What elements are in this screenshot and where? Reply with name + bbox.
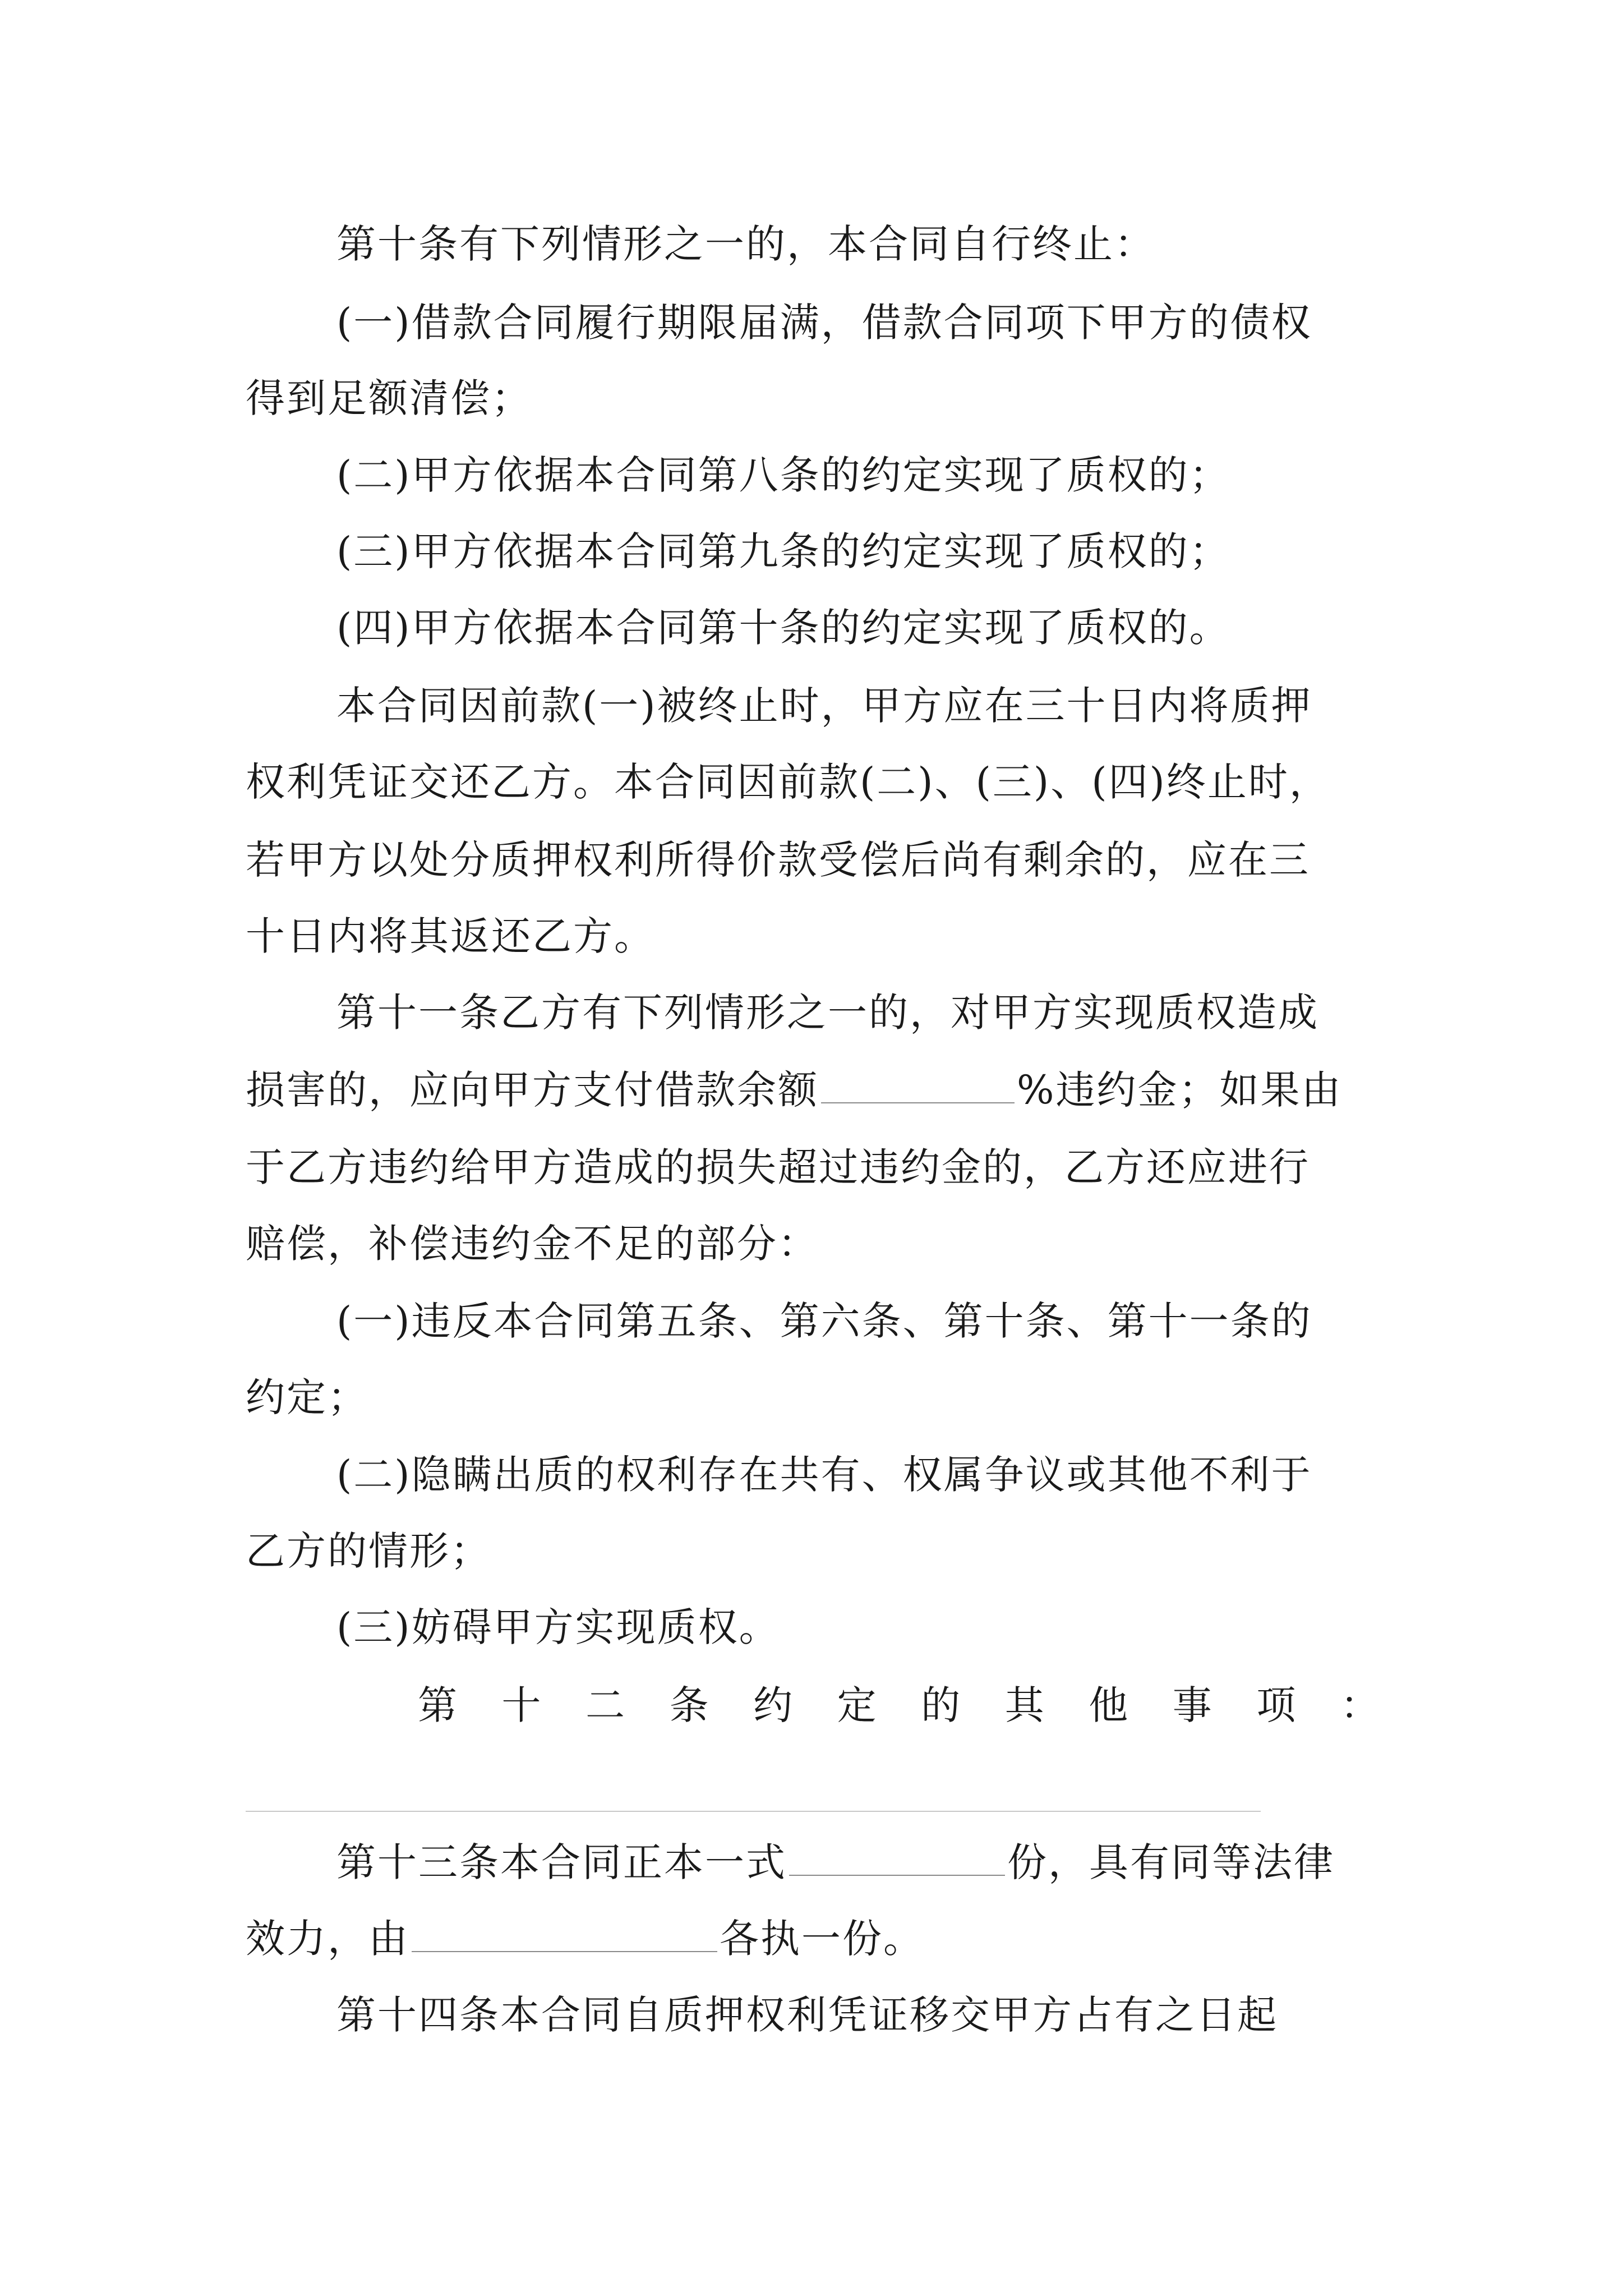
penalty-rate-blank[interactable] xyxy=(821,1065,1015,1103)
article-13-line-2-tail: 各执一份。 xyxy=(720,1916,924,1962)
article-11-item-2: (二)隐瞒出质的权利存在共有、权属争议或其他不利于 xyxy=(336,1452,1312,1498)
holders-blank[interactable] xyxy=(412,1914,717,1952)
article-11-line-2-text: 损害的，应向甲方支付借款余额 xyxy=(246,1067,819,1113)
article-11-line-3: 于乙方违约给甲方造成的损失超过违约金的，乙方还应进行 xyxy=(246,1144,1310,1190)
article-13-line-2-text: 效力，由 xyxy=(246,1916,409,1962)
article-11-item-1-cont: 约定； xyxy=(246,1374,368,1420)
article-13-line-1-text: 第十三条本合同正本一式 xyxy=(336,1839,787,1885)
article-11-item-2-cont: 乙方的情形； xyxy=(246,1528,491,1574)
article-10-para-line-4: 十日内将其返还乙方。 xyxy=(246,913,655,959)
article-10-item-1-cont: 得到足额清偿； xyxy=(246,375,532,421)
article-10-item-3: (三)甲方依据本合同第九条的约定实现了质权的； xyxy=(336,528,1230,574)
article-10-item-1: (一)借款合同履行期限届满，借款合同项下甲方的债权 xyxy=(336,300,1312,346)
article-12-fill-line[interactable] xyxy=(246,1811,1261,1812)
copies-count-blank[interactable] xyxy=(789,1838,1005,1876)
article-12-char: 第 xyxy=(418,1682,457,1728)
article-10-heading: 第十条有下列情形之一的，本合同自行终止： xyxy=(336,221,1155,267)
article-12-char: 条 xyxy=(669,1682,709,1728)
article-14-line-1: 第十四条本合同自质押权利凭证移交甲方占有之日起 xyxy=(336,1992,1278,2038)
article-12-char: 他 xyxy=(1089,1682,1128,1728)
article-10-para-line-2: 权利凭证交还乙方。本合同因前款(二)、(三)、(四)终止时， xyxy=(246,759,1330,805)
article-11-line-2 xyxy=(246,1059,1381,1121)
article-12-char: 二 xyxy=(585,1682,625,1728)
article-12-char: 其 xyxy=(1004,1682,1044,1728)
article-10-para-line-3: 若甲方以处分质押权利所得价款受偿后尚有剩余的，应在三 xyxy=(246,837,1310,883)
article-12-char: 十 xyxy=(501,1682,541,1728)
article-10-item-4: (四)甲方依据本合同第十条的约定实现了质权的。 xyxy=(336,605,1230,651)
article-11-item-3: (三)妨碍甲方实现质权。 xyxy=(336,1604,780,1650)
article-12-char: 项 xyxy=(1256,1682,1296,1728)
article-10-para-line-1: 本合同因前款(一)被终止时，甲方应在三十日内将质押 xyxy=(336,683,1312,729)
article-11-line-4: 赔偿，补偿违约金不足的部分： xyxy=(246,1221,819,1267)
article-12-char: 的 xyxy=(921,1682,961,1728)
article-13-line-2 xyxy=(246,1908,1381,1970)
article-12-heading xyxy=(418,1674,1380,1736)
article-11-line-1: 第十一条乙方有下列情形之一的，对甲方实现质权造成 xyxy=(336,990,1319,1036)
article-13-line-1 xyxy=(336,1832,1381,1893)
article-11-line-2-tail: %违约金；如果由 xyxy=(1017,1067,1343,1113)
article-13-line-1-tail: 份，具有同等法律 xyxy=(1007,1839,1335,1885)
article-12-char: 定 xyxy=(837,1682,877,1728)
article-12-char: ： xyxy=(1340,1682,1380,1728)
article-10-item-2: (二)甲方依据本合同第八条的约定实现了质权的； xyxy=(336,452,1230,498)
article-12-char: 事 xyxy=(1172,1682,1212,1728)
article-11-item-1: (一)违反本合同第五条、第六条、第十条、第十一条的 xyxy=(336,1298,1312,1344)
article-12-char: 约 xyxy=(753,1682,793,1728)
